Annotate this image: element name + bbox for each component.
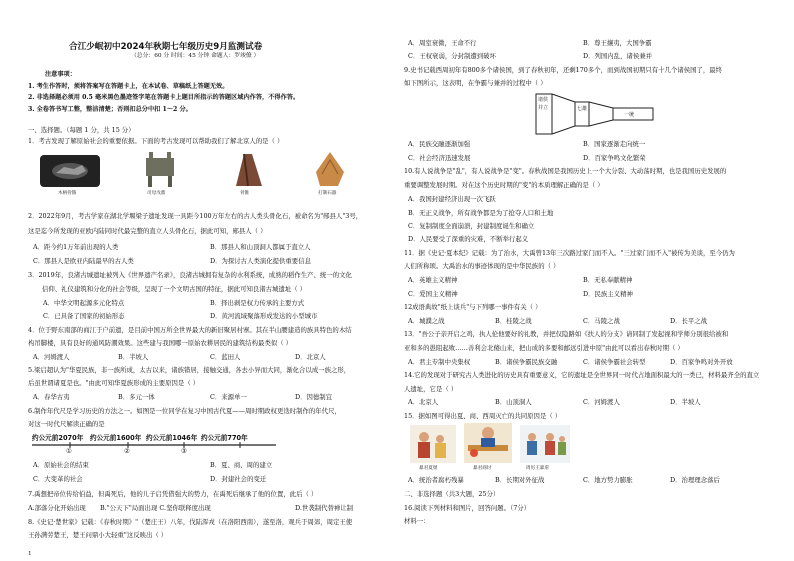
question-10-line: 重要调整发展时期。对在这个历史时期的"变"的本质理解正确的是（ ） [404, 181, 604, 189]
question-2-line: 这是迄今所发现的亚欧内陆同时代最完整的直立人头骨化石，据此可知，郧县人（ ） [28, 227, 267, 235]
question-3: 3．2019年，良渚古城遗址被列入《世界遗产名录》，良渚古城拥有复杂的水利系统，成熟的稻作生产、统一的文化 [28, 271, 352, 279]
option: D．黄河流域聚落形成发达的小型城市 [210, 312, 318, 320]
bone-awl-image [230, 150, 268, 188]
caption: 木柄骨镞 [58, 191, 77, 196]
timeline-label: 约公元前1600年 [90, 434, 142, 442]
diagram-label: 一统 [624, 112, 635, 118]
option: D．北京人 [295, 353, 326, 361]
option: B."公天下"局面出现 C.坚你联释度出现 [100, 504, 211, 512]
option: C．蓝田人 [210, 353, 241, 361]
option: A．城濮之战 [408, 317, 445, 325]
question-8: 8.《史记·楚世家》记载：《春秋时期》"（楚庄王）八年，伐陆浑戎（在洛阳西南），遂至洛，观兵于周郊，周定王使 [28, 518, 353, 526]
option: D．列国内乱，诸侯兼并 [583, 52, 653, 60]
timeline-mark: ② [124, 447, 130, 455]
option: B．长期对外征战 [495, 476, 545, 484]
option: A．中华文明起源多元化特点 [43, 299, 125, 307]
question-6-line: 对这一时代尺解读正确的是 [28, 420, 105, 428]
option: C．大变革的社会 [33, 475, 83, 483]
notice-item: 3. 全卷答书写工整，整洁清楚；否则扣总分中扣 1～2 分。 [28, 106, 192, 113]
option: B．无正义战争，所有战争都是为了抢夺人口和土地 [408, 209, 554, 217]
king-li-illustration [520, 425, 570, 463]
option: A．英雄主义精神 [408, 276, 458, 284]
question-2: 2．2022年9月，考古学家在湖北学堰梁子遗址发现一具距今100万年左右的古人类头骨化石，被命名为"郧县人"3号， [28, 212, 363, 220]
option: B．国家逐渐走向统一 [583, 140, 646, 148]
page-title: 合江少岷初中2024年秋期七年级历史9月监测试卷 [69, 42, 263, 52]
option: A．原始社会的结束 [33, 461, 89, 469]
option: A．春华古夷 [33, 393, 70, 401]
section-heading: 二、非选择题（共3大题，25分） [404, 490, 500, 498]
option: B．无私奉献精神 [583, 276, 633, 284]
notice-item: 2. 非选择题必须用 0.5 毫米黑色墨迹签字笔在答题卡上题目所指示的答题区域内作答，不得作答。 [28, 94, 300, 101]
option: D．百家争鸣文化繁荣 [583, 154, 646, 162]
material-label: 材料一： [404, 517, 430, 525]
option: B．择出剥是权力传承的主要方式 [210, 299, 305, 307]
option: A.部落分化开始出现 [28, 504, 86, 512]
timeline-mark: ③ [181, 447, 187, 455]
option: C．马陵之战 [583, 317, 620, 325]
ding-vessel-image [140, 150, 180, 188]
question-8-line: 王孙满劳楚王，楚王问鼎小大轻重"这反映出（ ） [28, 531, 168, 539]
caption: 打制石器 [318, 191, 337, 196]
option: A．周室衰微，王命不行 [408, 39, 477, 47]
stone-tool-image [312, 150, 348, 188]
option: B．半坡人 [118, 353, 149, 361]
option: C．已具备了国家的初始形态 [43, 312, 125, 320]
option: A．距今约1万年前出现的人类 [33, 243, 119, 251]
question-12: 12成语典故"纸上谈兵"与下列哪一事件有关（ ） [404, 303, 542, 311]
option: B．山顶洞人 [495, 398, 532, 406]
notice-item: 1. 考生作答时，须将答案写在答题卡上，在本试卷、草稿纸上答题无效。 [28, 83, 229, 90]
question-9: 9.史书记载西周初年有800多个诸侯国，到了春秋初年，还剩170多个，而到战国初期只有十几个诸侯国了，最终 [404, 66, 723, 74]
question-5-line: 后虽世谓诸夏是也。"由此可知华夏族形成的主要原因是（ ） [28, 379, 200, 387]
page-number: 1 [28, 551, 32, 557]
bone-arrowhead-image [40, 155, 100, 187]
option: D．民族主义精神 [583, 290, 633, 298]
caption: 司母戊鼎 [147, 191, 166, 196]
option: B．多元一体 [118, 393, 155, 401]
option: C．来源单一 [210, 393, 247, 401]
option: D．治理理念落后 [670, 476, 720, 484]
option: D．长平之战 [670, 317, 708, 325]
tyrant-zhou-illustration [464, 423, 512, 463]
option: A．民族交融逐渐加强 [408, 140, 471, 148]
question-10: 10.有人说战争是"乱"，有人说战争是"变"。春秋战国是我国历史上一个大分裂、大动荡时期，也是我国历史发展的 [404, 167, 727, 175]
question-14: 14.它的发现对于研究古人类进化的历史具有重要意义，它的遗址是全世界同一时代占地面积最大的一类已，材料最齐全的直立 [404, 371, 760, 379]
option: D．百家争鸣对外开放 [670, 358, 733, 366]
option: C．那县人是欧亚内陆最早的古人类 [33, 257, 134, 265]
exam-meta: （总分：60 分 时间：45 分钟 命题人：罗竣僚 ） [131, 53, 260, 59]
option: A．君主专制中央集权 [408, 358, 471, 366]
question-15: 15．据如图可得出夏、商、西周灭亡的共同原因是（ ） [404, 412, 562, 420]
option: D．因德制宜 [295, 393, 333, 401]
question-4: 4．位于野东南部的商江于户前遗，是目前中国万所全世界最大的新旧聚居村寨。其在半山腰建造的族具特色的木结 [28, 326, 352, 334]
question-9-line: 如下图所示，这表明，在争霸与兼并的过程中（ ） [404, 79, 547, 87]
option: A．河姆渡人 [33, 353, 70, 361]
option: B．诸侯争霸民族交融 [495, 358, 558, 366]
question-3-line: 信仰、礼仪建筑和分化的社会等级，呈现了一个文明古国的特征，据此可知良渚古城遗址（ ） [42, 285, 307, 293]
option: C．社会经济迅速发展 [408, 154, 471, 162]
caption: 暴君商纣 [473, 466, 492, 471]
timeline-label: 约公元前1046年 [146, 434, 198, 442]
question-5: 5.梁启超认为"华夏民族，非一族所成，太古以来，诸族错居，接触交通，各去小异而大同，渐化合以成一族之形， [28, 366, 351, 374]
option: D．封建社会的变迁 [210, 475, 267, 483]
option: B．尊王攘夷，大国争霸 [583, 39, 652, 47]
question-14-line: 人遗址，它是（ ） [404, 385, 458, 393]
option: C．河姆渡人 [583, 398, 620, 406]
caption: 周厉王暴虐 [526, 466, 549, 471]
funnel-diagram [535, 92, 665, 138]
timeline-label: 约公元前2070年 [32, 434, 84, 442]
diagram-label: 七雄 [577, 106, 588, 112]
option: D.世袭制代替禅让制 [295, 504, 354, 512]
option: A．北京人 [408, 398, 439, 406]
caption: 暴君夏桀 [419, 466, 438, 471]
timeline-label: 约公元前770年 [201, 434, 248, 442]
question-13: 13．"吾公子亲开启之鸡，执人伦他要好的礼教，并把仅隐路如《扶人的分支》请同制了发起视和学师分别很给被和 [404, 330, 729, 338]
question-13-line: 亚和多的愚阻起败……善利会北傻山来，把山成的多要和邮远引进中原"由此可以看出春秋时期（ ） [404, 344, 684, 352]
option: A．我国封建经济出现一次飞跃 [408, 195, 496, 203]
option: B．桂陵之战 [495, 317, 532, 325]
option: C．王权衰弱，分封制遭到破坏 [408, 52, 496, 60]
question-4-line: 构吊脚楼，具有良好的通风防潮效果。这些建与我国哪一原始农耕居民的建筑结构最类似（ ） [28, 339, 293, 347]
option: D．人民要受了深重的灾难，不断举行起义 [408, 235, 529, 243]
option: B．夏、商、周的建立 [210, 461, 273, 469]
section-heading: 一、选择题。（每题 1 分，共 15 分） [28, 126, 135, 134]
option: C．诸侯争霸社会转型 [583, 358, 646, 366]
option: D．为探讨古人类演化提供重要信息 [210, 257, 311, 265]
option: C．地方势力膨胀 [583, 476, 633, 484]
timeline-mark: ① [66, 447, 72, 455]
question-1: 1．考古发现了解原始社会的重要依据。下面的考古发现可以帮助我们了解北京人的是（ ） [28, 137, 284, 145]
option: C．复制制度全面崩溃，封建制度诞生和确立 [408, 222, 535, 230]
notice-title: 注意事项： [45, 71, 76, 78]
option: D．半坡人 [670, 398, 701, 406]
option: B．那县人和山顶洞人都属于直立人 [210, 243, 311, 251]
diagram-label: 诸侯并立 [537, 97, 548, 111]
option: C．爱国主义精神 [408, 290, 458, 298]
caption: 骨锥 [240, 191, 250, 196]
question-7: 7.禹想把帝位传给伯益，但禹死后，他的儿子启凭借强大的势力，在禹死后继承了他的位置，此后（ ） [28, 490, 318, 498]
question-16: 16.阅读下列材料和图片，回答问题。（7分） [404, 504, 531, 512]
option: A．统治者腐朽残暴 [408, 476, 464, 484]
question-11-line: 人们所称颂。大禹治水的事迹体现的是中华民族的（ ） [404, 262, 560, 270]
tyrant-jie-illustration [410, 425, 456, 463]
question-6: 6.制作年代尺是学习历史的方法之一。如图是一位同学在复习中国古代夏——周时期政权更迭时制作的年代尺， [28, 407, 341, 415]
question-11: 11．据《史记·夏本纪》记载：为了治水，大禹曾13年三次路过家门而不入。"三过家门而不入"被传为美谈，至今仍为 [404, 249, 735, 257]
